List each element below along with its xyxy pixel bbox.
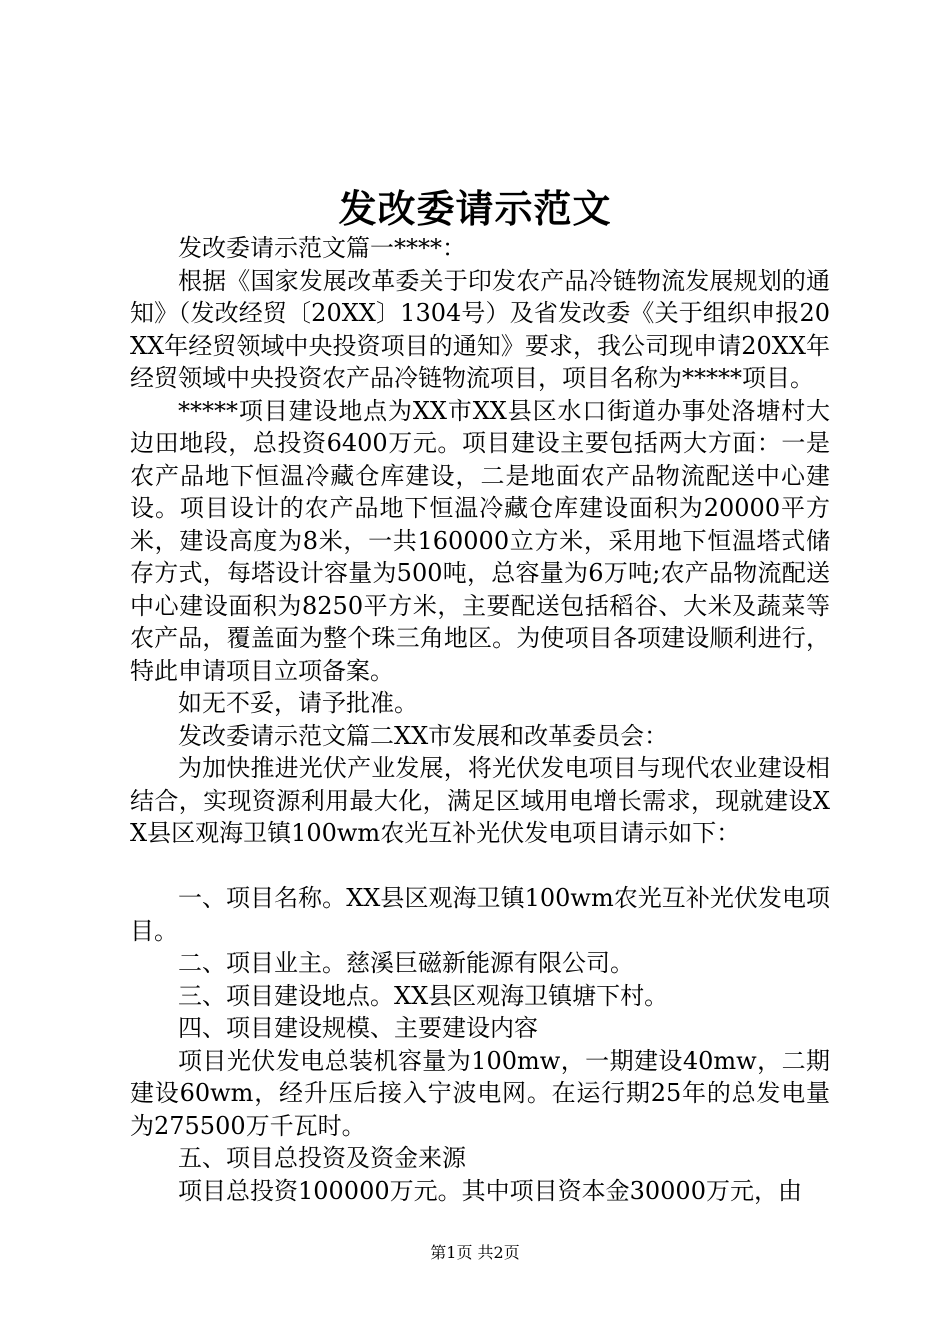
paragraph-1: 发改委请示范文篇一****：	[178, 234, 466, 262]
paragraph-11: 项目光伏发电总装机容量为100mw，一期建设40mw，二期建设60wm，经升压后接入宁波电网。在运行期25年的总发电量为275500万千瓦时。	[130, 1046, 830, 1140]
paragraph-4: 如无不妥，请予批准。	[178, 689, 418, 717]
blank-line	[130, 850, 830, 883]
paragraph-13: 项目总投资100000万元。其中项目资本金30000万元，由	[178, 1176, 802, 1205]
paragraph-3: *****项目建设地点为XX市XX县区水口街道办事处洛塘村大边田地段，总投资6400万元。项目建设主要包括两大方面：一是农产品地下恒温冷藏仓库建设，二是地面农产品物流配送中心建设。项目设计的农产品地下恒温冷藏仓库建设面积为20000平方米，建设高度为8米，一共160000立方米，采用地下恒温塔式储存方式，每塔设计容量为500吨，总容量为6万吨;农产品物流配送中心建设面积为8250平方米，主要配送包括稻谷、大米及蔬菜等农产品，覆盖面为整个珠三角地区。为使项目各项建设顺利进行，特此申请项目立项备案。	[130, 396, 830, 685]
paragraph-2: 根据《国家发展改革委关于印发农产品冷链物流发展规划的通知》（发改经贸〔20XX〕1304号）及省发改委《关于组织申报20XX年经贸领域中央投资项目的通知》要求，我公司现申请20XX年经贸领域中央投资农产品冷链物流项目，项目名称为*****项目。	[130, 266, 830, 392]
document-body	[130, 232, 830, 1207]
paragraph-8: 二、项目业主。慈溪巨磁新能源有限公司。	[178, 949, 634, 977]
paragraph-12: 五、项目总投资及资金来源	[178, 1144, 466, 1172]
document-title: 发改委请示范文	[338, 186, 612, 231]
paragraph-9: 三、项目建设地点。XX县区观海卫镇塘下村。	[178, 981, 669, 1010]
paragraph-6: 为加快推进光伏产业发展，将光伏发电项目与现代农业建设相结合，实现资源利用最大化，满足区域用电增长需求，现就建设XX县区观海卫镇100wm农光互补光伏发电项目请示如下：	[130, 754, 830, 847]
page-footer: 第1页 共2页	[430, 1243, 520, 1262]
paragraph-5: 发改委请示范文篇二XX市发展和改革委员会：	[178, 721, 669, 750]
paragraph-10: 四、项目建设规模、主要建设内容	[178, 1014, 538, 1042]
paragraph-7: 一、项目名称。XX县区观海卫镇100wm农光互补光伏发电项目。	[130, 884, 830, 945]
